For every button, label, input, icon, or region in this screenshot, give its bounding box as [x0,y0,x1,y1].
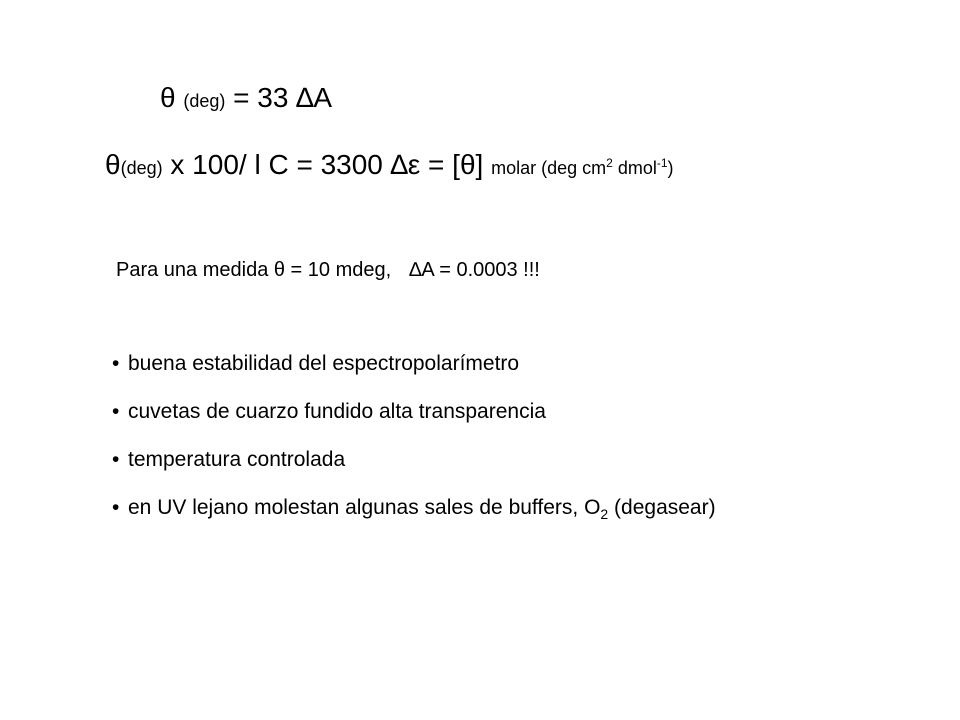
list-item [112,400,716,424]
requirements-list [112,352,716,544]
equation-2-molar-units [491,158,673,178]
molar-prefix: molar (deg cm [491,158,607,178]
list-item-text-suffix: (degasear) [608,496,716,519]
molar-sup-2: 2 [606,156,613,170]
equation-molar-ellipticity [105,151,674,179]
list-item-text: cuvetas de cuarzo fundido alta transparencia [128,400,546,423]
sentence-left: Para una medida θ = 10 mdeg, [116,259,392,281]
equation-2-mid: x 100/ l C = 3300 ∆ε = [θ] [170,149,484,180]
list-item [112,496,716,523]
oxygen-subscript: 2 [600,506,609,523]
molar-mid: dmol [612,158,657,178]
list-item-text: temperatura controlada [128,448,346,471]
molar-suffix: ) [667,158,674,178]
equation-2-symbol: θ [105,149,121,180]
equation-theta-delta-a [160,84,332,112]
measurement-sentence [116,260,540,280]
bullet-icon: • [112,400,120,423]
equation-1-symbol: θ [160,82,176,113]
bullet-icon: • [112,352,120,375]
equation-1-rhs: = 33 ∆A [233,82,333,113]
equation-2-unit: (deg) [120,158,163,178]
bullet-icon: • [112,496,120,519]
list-item-text-prefix: en UV lejano molestan algunas sales de buffers, O [128,496,601,519]
list-item [112,448,716,472]
list-item-text: buena estabilidad del espectropolarímetro [128,352,520,375]
molar-sup-minus-1: -1 [656,156,668,170]
list-item [112,352,716,376]
sentence-right: ∆A = 0.0003 !!! [409,259,540,281]
bullet-icon: • [112,448,120,471]
equation-1-unit: (deg) [183,91,226,111]
